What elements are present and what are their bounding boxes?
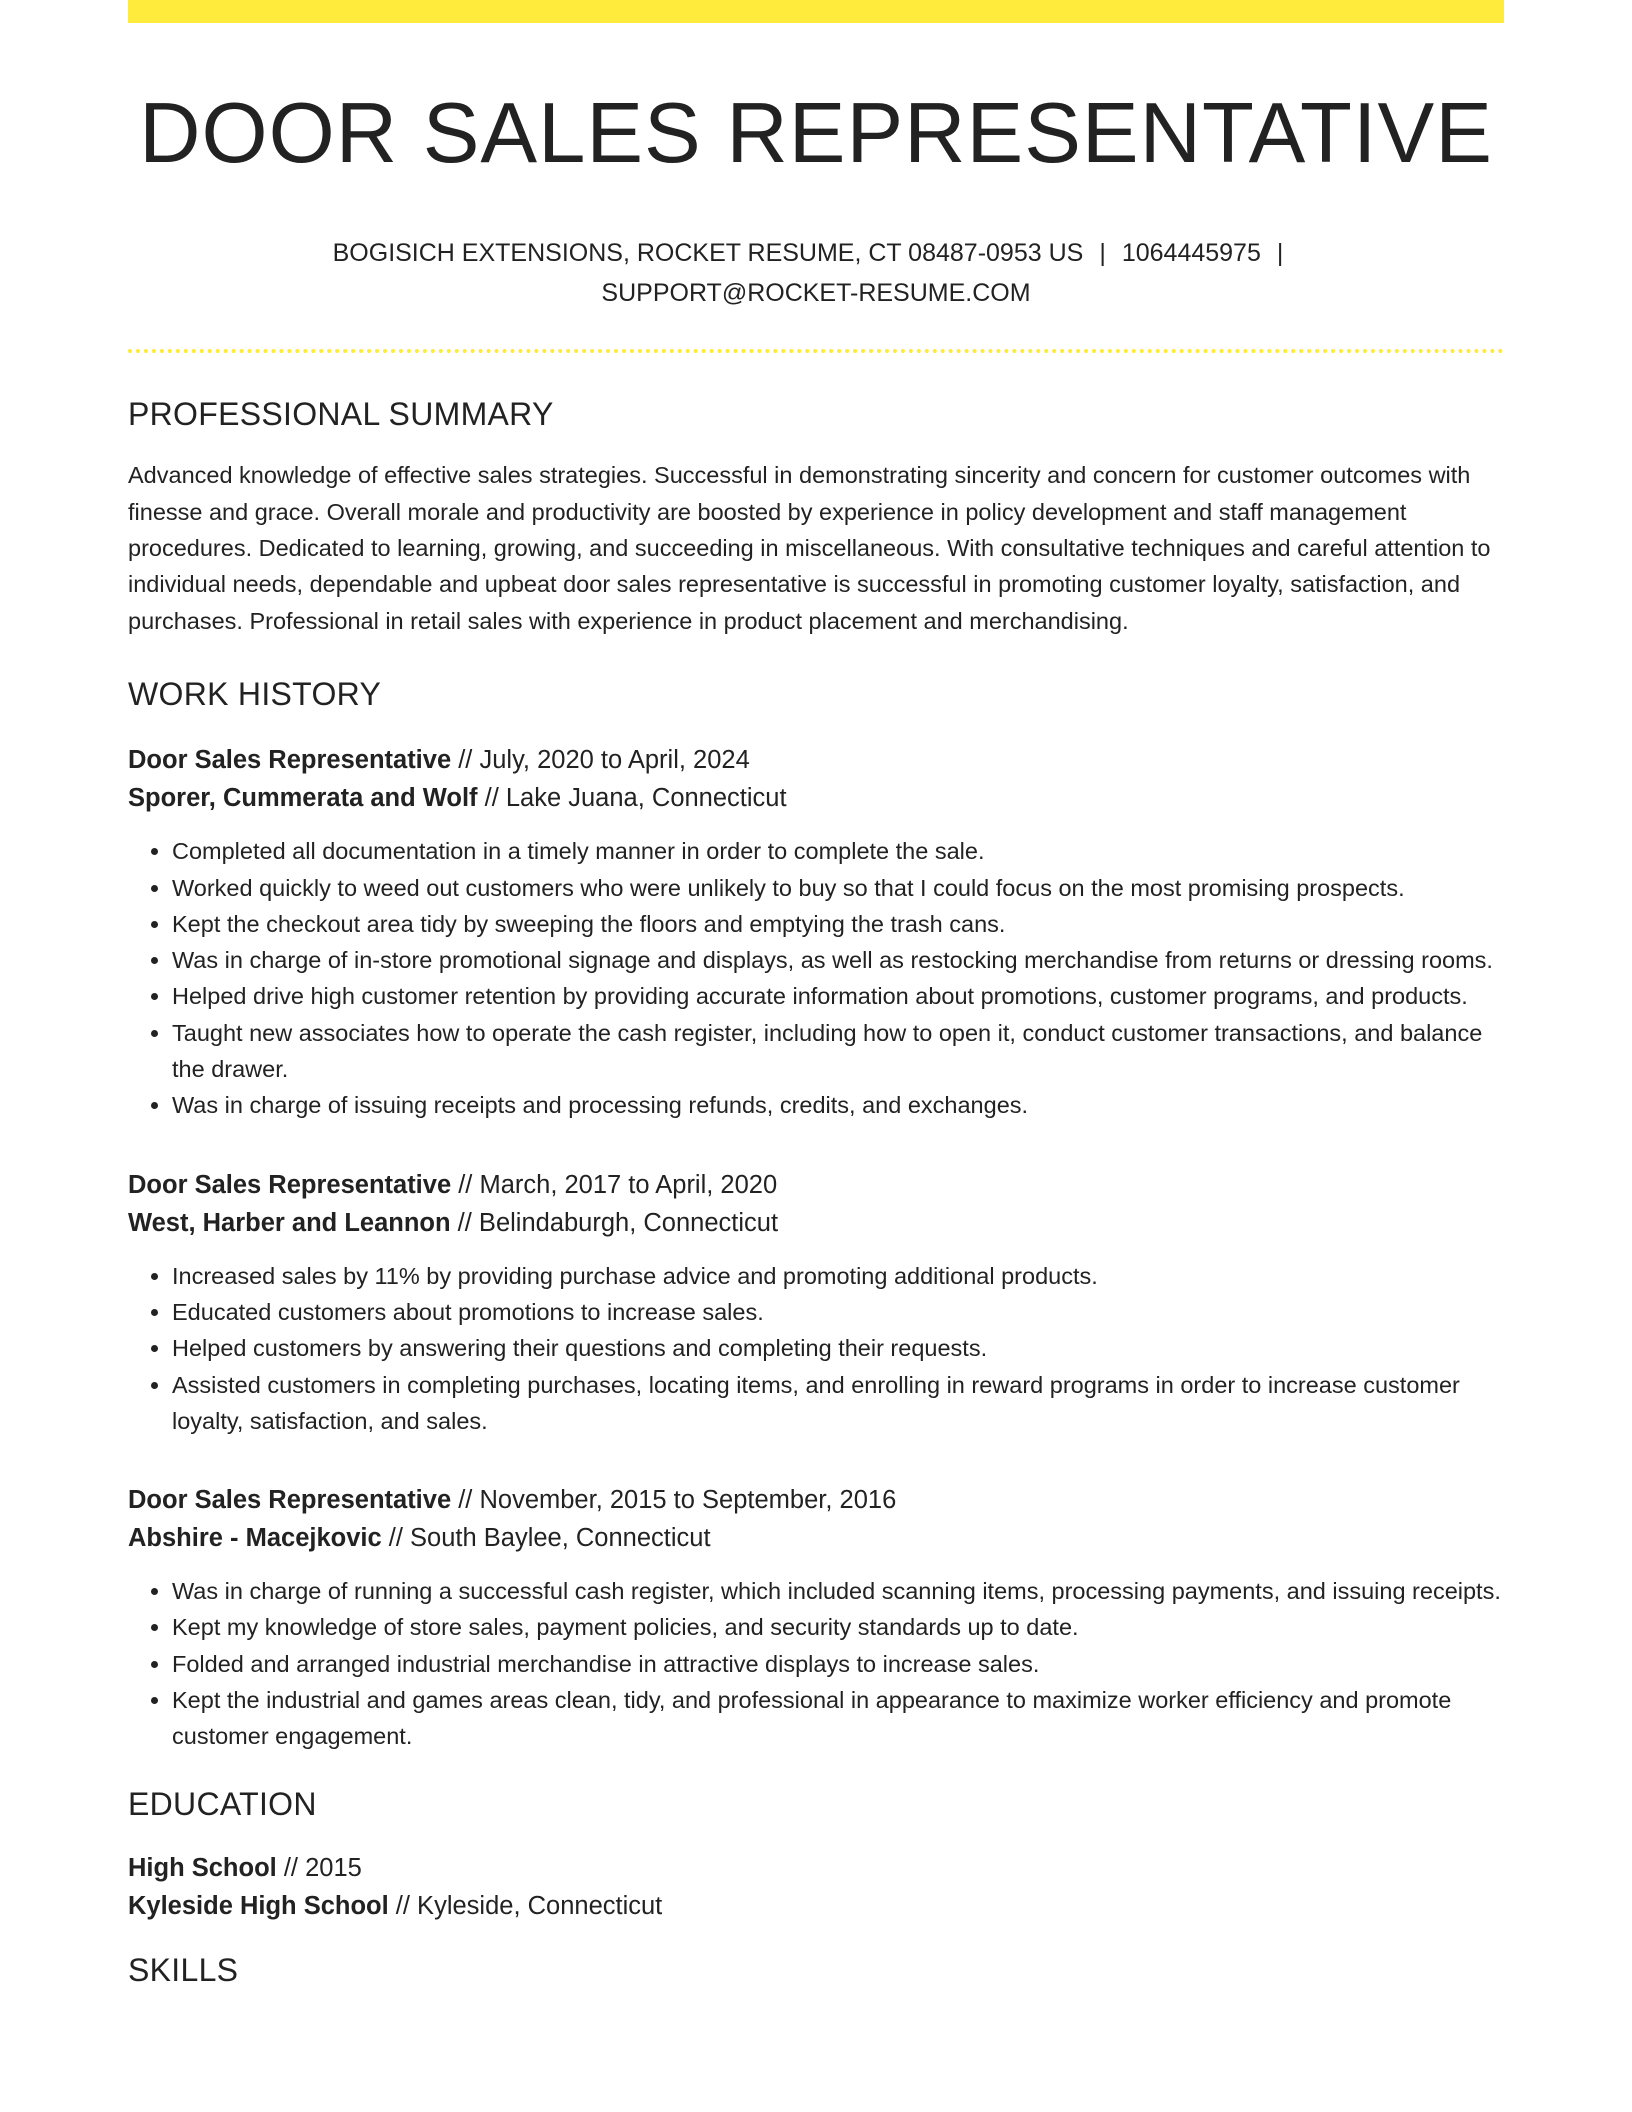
resume-title: DOOR SALES REPRESENTATIVE <box>139 86 1493 181</box>
education-school: Kyleside High School <box>128 1892 389 1920</box>
section-title-skills: SKILLS <box>128 1952 239 1988</box>
job-location: // Lake Juana, Connecticut <box>477 784 787 813</box>
job-bullet: • Completed all documentation in a timely manner in order to complete the sale. <box>172 833 1504 869</box>
education-school-line <box>128 1887 1504 1925</box>
job-bullet: • Assisted customers in completing purchases, locating items, and enrolling in reward programs in order to increase customer loyalty, satisfaction, and sales. <box>172 1367 1504 1440</box>
job-bullet: • Educated customers about promotions to increase sales. <box>172 1294 1504 1330</box>
education-degree-line <box>128 1849 1504 1887</box>
job-dates: // July, 2020 to April, 2024 <box>451 746 750 775</box>
section-title-work-history: WORK HISTORY <box>128 675 382 712</box>
job-company-line <box>128 779 1504 817</box>
job-entry <box>128 741 1504 1123</box>
job-dates: // November, 2015 to September, 2016 <box>451 1486 897 1515</box>
job-bullet: • Kept my knowledge of store sales, payment policies, and security standards up to date. <box>172 1609 1504 1645</box>
job-entry <box>128 1481 1504 1754</box>
job-location: // South Baylee, Connecticut <box>381 1524 711 1553</box>
job-role: Door Sales Representative <box>128 746 452 775</box>
job-bullet: • Was in charge of running a successful cash register, which included scanning items, processing payments, and issuing receipts. <box>172 1573 1504 1609</box>
contact-separator: | <box>1276 239 1284 267</box>
job-company: Abshire - Macejkovic <box>128 1524 382 1553</box>
section-title-summary: PROFESSIONAL SUMMARY <box>128 396 554 432</box>
job-bullets <box>128 1573 1504 1754</box>
contact-phone: 1064445975 <box>1121 239 1261 267</box>
job-role: Door Sales Representative <box>128 1486 452 1515</box>
contact-line-2 <box>128 273 1504 313</box>
job-entry <box>128 1166 1504 1439</box>
contact-info <box>128 233 1504 313</box>
job-bullet: • Was in charge of issuing receipts and processing refunds, credits, and exchanges. <box>172 1087 1504 1123</box>
job-bullet: • Folded and arranged industrial merchandise in attractive displays to increase sales. <box>172 1646 1504 1682</box>
job-company: West, Harber and Leannon <box>128 1208 451 1237</box>
education-location: // Kyleside, Connecticut <box>388 1892 663 1920</box>
job-bullet: • Kept the industrial and games areas clean, tidy, and professional in appearance to maximize worker efficiency and promote customer engagement. <box>172 1682 1504 1755</box>
job-company: Sporer, Cummerata and Wolf <box>128 784 478 813</box>
education-year: // 2015 <box>276 1854 362 1882</box>
job-bullet: • Helped customers by answering their questions and completing their requests. <box>172 1330 1504 1366</box>
job-bullet: • Was in charge of in-store promotional signage and displays, as well as restocking merchandise from returns or dressing rooms. <box>172 942 1504 978</box>
resume-page <box>128 0 1504 1989</box>
job-role-line <box>128 1481 1504 1519</box>
job-dates: // March, 2017 to April, 2020 <box>451 1170 778 1199</box>
job-bullets <box>128 833 1504 1123</box>
contact-separator: | <box>1099 239 1106 267</box>
job-role-line <box>128 741 1504 779</box>
contact-address: BOGISICH EXTENSIONS, ROCKET RESUME, CT 08487-0953 US <box>332 239 1084 267</box>
job-company-line <box>128 1204 1504 1242</box>
job-company-line <box>128 1519 1504 1557</box>
job-bullet: • Worked quickly to weed out customers who were unlikely to buy so that I could focus on the most promising prospects. <box>172 870 1504 906</box>
top-accent-bar <box>128 0 1504 23</box>
section-title-education: EDUCATION <box>128 1785 317 1822</box>
summary-text: Advanced knowledge of effective sales strategies. Successful in demonstrating sincerity and concern for customer outcomes with finesse and grace. Overall morale and productivity are boosted by experience in policy development and staff management procedures. Dedicated to learning, growing, and succeeding in miscellaneous. With consultative techniques and careful attention to individual needs, dependable and upbeat door sales representative is successful in promoting customer loyalty, satisfaction, and purchases. Professional in retail sales with experience in product placement and merchandising. <box>128 462 1491 634</box>
job-role-line <box>128 1166 1504 1204</box>
job-role: Door Sales Representative <box>128 1170 452 1199</box>
job-bullet: • Increased sales by 11% by providing purchase advice and promoting additional products. <box>172 1258 1504 1294</box>
job-bullet: • Kept the checkout area tidy by sweeping the floors and emptying the trash cans. <box>172 906 1504 942</box>
job-location: // Belindaburgh, Connecticut <box>450 1208 779 1237</box>
job-bullet: • Helped drive high customer retention by providing accurate information about promotions, customer programs, and products. <box>172 978 1504 1014</box>
education-entry <box>128 1849 1504 1925</box>
job-bullet: • Taught new associates how to operate the cash register, including how to open it, conduct customer transactions, and balance the drawer. <box>172 1015 1504 1088</box>
header-divider <box>128 349 1504 353</box>
job-bullets <box>128 1258 1504 1439</box>
contact-email: SUPPORT@ROCKET-RESUME.COM <box>601 279 1031 307</box>
contact-line-1 <box>128 233 1504 273</box>
education-degree: High School <box>128 1854 277 1882</box>
